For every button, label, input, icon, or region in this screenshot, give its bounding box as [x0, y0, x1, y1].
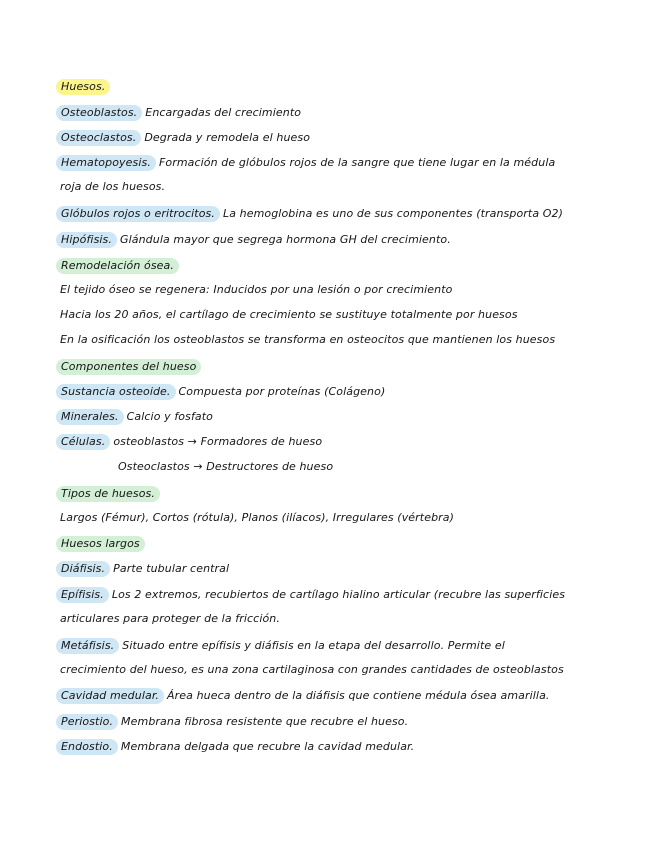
osteoclastos-text: Degrada y remodela el hueso	[144, 131, 311, 144]
metafisis-text-cont: crecimiento del hueso, es una zona cartilaginosa con grandes cantidades de osteoblastos	[60, 663, 564, 676]
metafisis-text: Situado entre epífisis y diáfisis en la etapa del desarrollo. Permite el	[122, 639, 505, 652]
title-line	[60, 79, 113, 95]
cavidad-line	[60, 688, 550, 704]
sustancia-term: Sustancia osteoide.	[56, 384, 176, 400]
periostio-line	[60, 714, 408, 730]
diafisis-line	[60, 561, 229, 577]
minerales-line	[60, 409, 213, 425]
epifisis-cont-line	[60, 612, 280, 625]
endostio-term: Endostio.	[56, 739, 118, 755]
globulos-text: La hemoglobina es uno de sus componentes (transporta O2)	[222, 207, 564, 220]
remodelacion-line-1	[60, 283, 453, 296]
sustancia-line	[60, 384, 385, 400]
osteoblastos-term: Osteoblastos.	[56, 105, 142, 121]
tipos-heading-line	[60, 486, 163, 502]
celulas-term: Células.	[56, 434, 110, 450]
osteoclastos-term: Osteoclastos.	[56, 130, 141, 146]
tipos-line	[60, 511, 454, 524]
celulas-text-2: Osteoclastos → Destructores de hueso	[118, 460, 334, 473]
epifisis-text-cont: articulares para proteger de la fricción.	[60, 612, 280, 625]
endostio-text: Membrana delgada que recubre la cavidad medular.	[120, 740, 415, 753]
epifisis-term: Epífisis.	[56, 587, 109, 603]
diafisis-term: Diáfisis.	[56, 561, 110, 577]
hipofisis-text: Glándula mayor que segrega hormona GH del crecimiento.	[119, 233, 451, 246]
sustancia-text: Compuesta por proteínas (Colágeno)	[178, 385, 386, 398]
page-title: Huesos.	[56, 79, 110, 95]
hematopoyesis-line	[60, 155, 555, 171]
hipofisis-line	[60, 232, 451, 248]
cavidad-term: Cavidad medular.	[56, 688, 164, 704]
minerales-text: Calcio y fosfato	[126, 410, 214, 423]
osteoclastos-line	[60, 130, 310, 146]
epifisis-text: Los 2 extremos, recubiertos de cartílago hialino articular (recubre las superficies	[111, 588, 566, 601]
remodelacion-heading: Remodelación ósea.	[56, 258, 179, 274]
remodelacion-text-2: Hacia los 20 años, el cartílago de crecimiento se sustituye totalmente por huesos	[60, 308, 518, 321]
remodelacion-text-1: El tejido óseo se regenera: Inducidos por una lesión o por crecimiento	[60, 283, 453, 296]
celulas-line-2	[118, 460, 333, 473]
remodelacion-text-3: En la osificación los osteoblastos se transforma en osteocitos que mantienen los huesos	[60, 333, 556, 346]
minerales-term: Minerales.	[56, 409, 124, 425]
hematopoyesis-text: Formación de glóbulos rojos de la sangre que tiene lugar en la médula	[158, 156, 556, 169]
epifisis-line	[60, 587, 565, 603]
osteoblastos-text: Encargadas del crecimiento	[145, 106, 302, 119]
osteoblastos-line	[60, 105, 301, 121]
diafisis-text: Parte tubular central	[113, 562, 230, 575]
globulos-line	[60, 206, 563, 222]
largos-heading-line	[60, 536, 148, 552]
largos-heading: Huesos largos	[56, 536, 145, 552]
hematopoyesis-text-cont: roja de los huesos.	[60, 180, 166, 193]
celulas-line	[60, 434, 322, 450]
tipos-heading: Tipos de huesos.	[56, 486, 160, 502]
metafisis-cont-line	[60, 663, 564, 676]
periostio-term: Periostio.	[56, 714, 118, 730]
globulos-term: Glóbulos rojos o eritrocitos.	[56, 206, 220, 222]
endostio-line	[60, 739, 414, 755]
componentes-heading: Componentes del hueso	[56, 359, 201, 375]
hipofisis-term: Hipófisis.	[56, 232, 117, 248]
tipos-text: Largos (Fémur), Cortos (rótula), Planos (ilíacos), Irregulares (vértebra)	[60, 511, 455, 524]
metafisis-term: Metáfisis.	[56, 638, 119, 654]
hematopoyesis-term: Hematopoyesis.	[56, 155, 156, 171]
celulas-text: osteoblastos → Formadores de hueso	[113, 435, 323, 448]
periostio-text: Membrana fibrosa resistente que recubre el hueso.	[121, 715, 409, 728]
componentes-heading-line	[60, 359, 204, 375]
remodelacion-line-2	[60, 308, 518, 321]
remodelacion-heading-line	[60, 258, 182, 274]
metafisis-line	[60, 638, 505, 654]
cavidad-text: Área hueca dentro de la diáfisis que contiene médula ósea amarilla.	[167, 689, 550, 702]
remodelacion-line-3	[60, 333, 555, 346]
hematopoyesis-cont-line	[60, 180, 165, 193]
